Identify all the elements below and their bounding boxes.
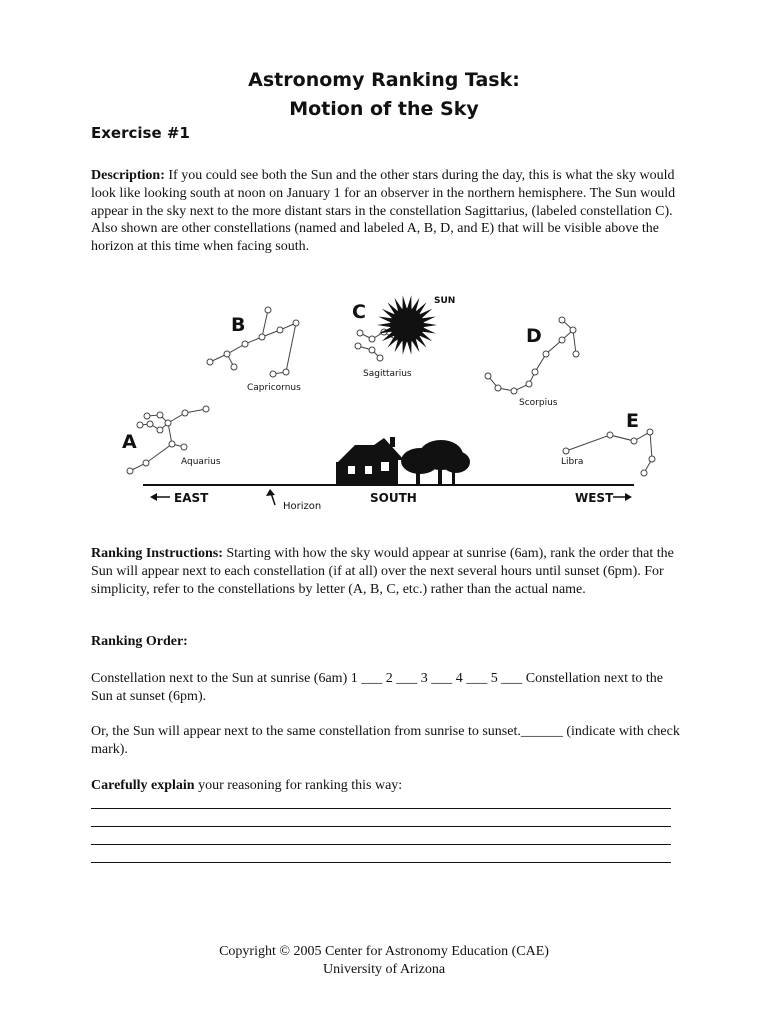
explain-text: your reasoning for ranking this way: [194,778,403,793]
explain-prompt [91,777,681,795]
explain-label: Carefully explain [91,778,195,793]
sun-icon [377,295,437,354]
constellation-a-name: Aquarius [181,457,221,467]
answer-line[interactable] [91,808,671,809]
horizon-arrow-icon [266,489,275,496]
title-line-2: Motion of the Sky [289,98,479,120]
west-label: WEST [575,491,614,505]
exercise-heading: Exercise #1 [91,124,190,142]
footer-copyright: Copyright © 2005 Center for Astronomy Education (CAE) [219,944,549,959]
south-label: SOUTH [370,491,417,505]
constellation-e-letter: E [626,410,639,432]
horizon-label: Horizon [283,501,322,512]
ranking-alternative: Or, the Sun will appear next to the same constellation from sunrise to sunset.______ (indicate with check mark). [91,724,680,757]
title-line-1: Astronomy Ranking Task: [248,69,520,91]
constellation-b [207,307,299,377]
description-paragraph [91,167,681,256]
answer-line[interactable] [91,844,671,845]
constellation-b-name: Capricornus [247,383,301,393]
answer-line[interactable] [91,826,671,827]
constellation-a-letter: A [122,431,137,453]
constellation-c-name: Sagittarius [363,369,412,379]
footer-university: University of Arizona [322,962,446,977]
constellation-e [563,429,655,476]
constellation-c-letter: C [352,301,366,323]
house-icon [336,437,404,484]
description-text: If you could see both the Sun and the other stars during the day, this is what the sky would look like looking south at noon on January 1 for an observer in the northern hemisphere. The Sun would appear in the sky next to the more distant stars in the constellation Sagittarius, (labeled constellation C). Also shown are other constellations (named and labeled A, B, D, and E) that will be visible above the horizon at this time when facing south. [91,168,676,255]
ranking-order-heading [91,633,681,651]
ranking-order-heading-text: Ranking Order: [91,634,188,649]
east-label: EAST [174,491,209,505]
constellation-d-letter: D [526,325,542,347]
answer-line[interactable] [91,862,671,863]
east-arrow-icon [150,493,157,501]
ranking-instructions-text: Starting with how the sky would appear at sunrise (6am), rank the order that the Sun will appear next to each constellation (if at all) over the next several hours until sunset (6pm). For simplicity, refer to the constellations by letter (A, B, C, etc.) rather than the actual name. [91,546,674,597]
sun-label: SUN [434,296,456,306]
ranking-instructions-label: Ranking Instructions: [91,546,223,561]
west-arrow-icon [625,493,632,501]
description-label: Description: [91,168,165,183]
trees-icon [401,440,470,484]
constellation-d-name: Scorpius [519,398,558,408]
constellation-e-name: Libra [561,457,584,467]
sky-figure [100,282,680,518]
ranking-order-line: Constellation next to the Sun at sunrise (6am) 1 ___ 2 ___ 3 ___ 4 ___ 5 ___ Constellation next to the Sun at sunset (6pm). [91,671,663,704]
constellation-b-letter: B [231,314,246,336]
ranking-instructions-paragraph [91,545,681,598]
